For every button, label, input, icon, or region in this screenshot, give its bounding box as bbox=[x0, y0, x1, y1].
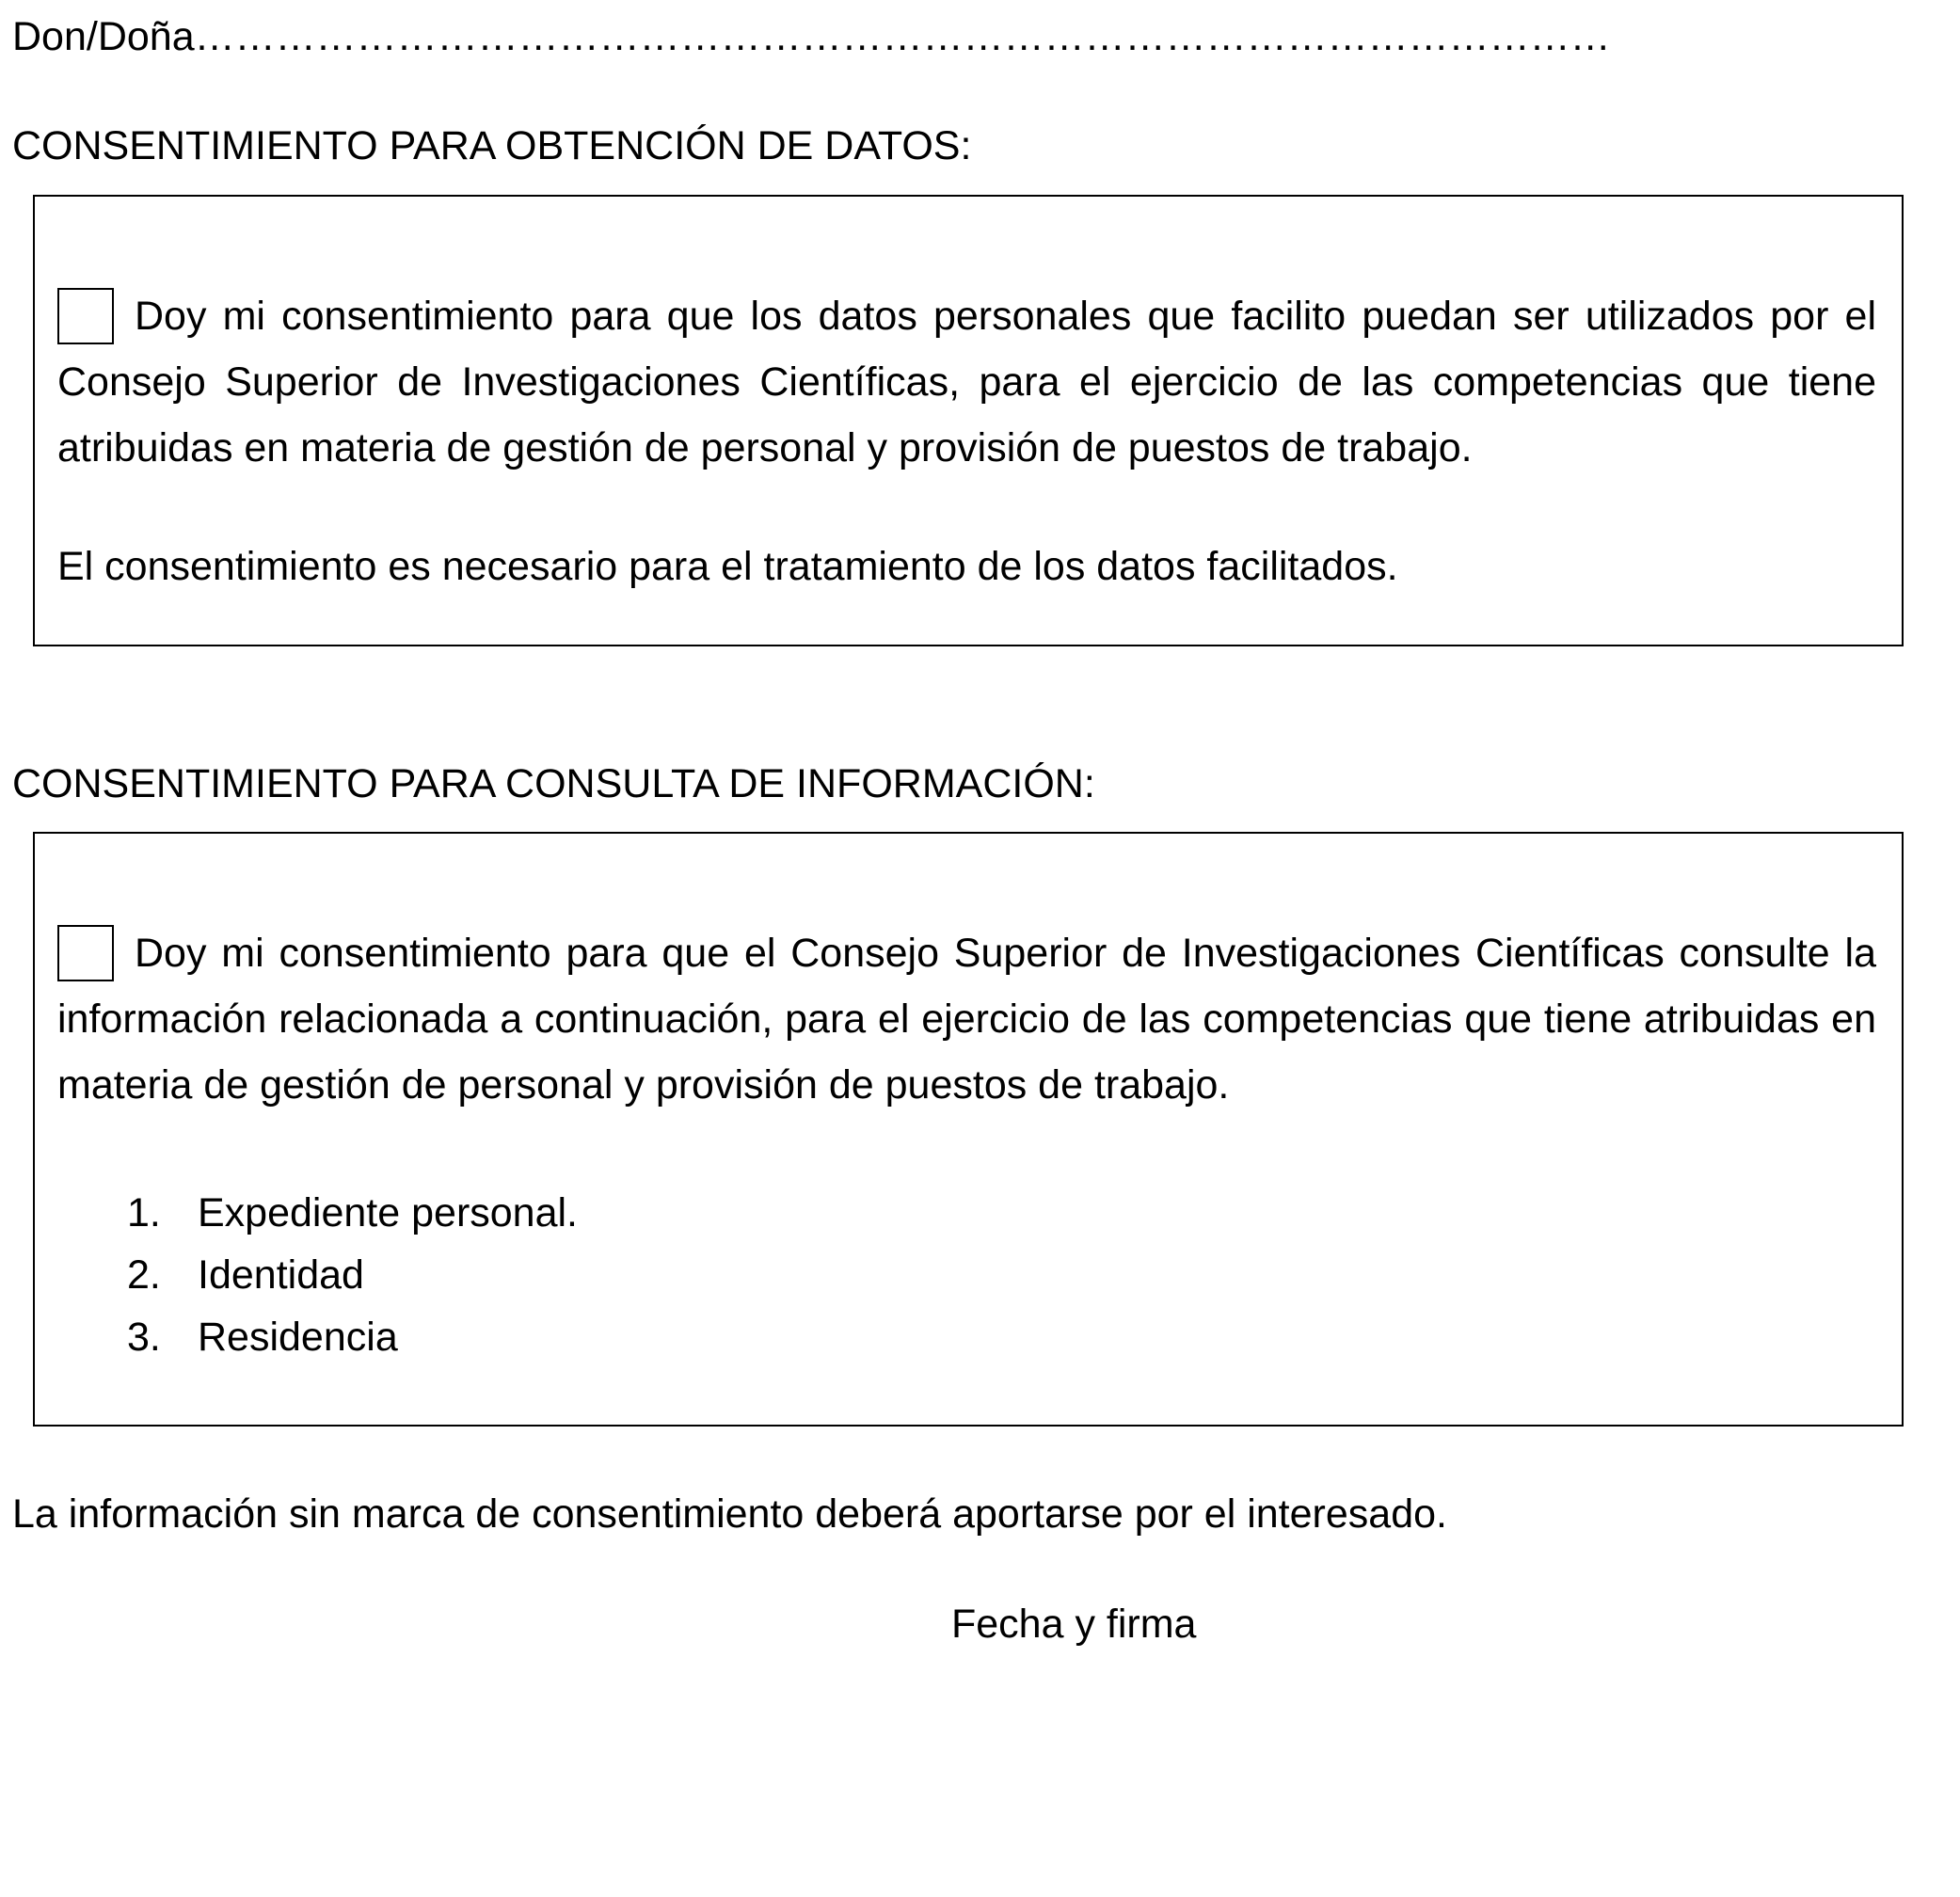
list-item-label: Residencia bbox=[198, 1315, 398, 1360]
heading-obtencion-datos: CONSENTIMIENTO PARA OBTENCIÓN DE DATOS: bbox=[12, 123, 972, 168]
consent-text-obtencion: Doy mi consentimiento para que los datos personales que facilito puedan ser utilizados por el Consejo Superior de Investigaciones Científicas, para el ejercicio de las competencias que tiene atribuidas en materia de gestión de personal y provisión de puestos de trabajo. bbox=[57, 294, 1876, 470]
consent-paragraph-obtencion bbox=[57, 283, 1876, 481]
list-item-number: 3. bbox=[127, 1315, 161, 1360]
consent-note-obtencion: El consentimiento es necesario para el tratamiento de los datos facilitados. bbox=[57, 544, 1398, 589]
consent-checkbox-consulta[interactable] bbox=[57, 925, 114, 981]
heading-consulta-informacion: CONSENTIMIENTO PARA CONSULTA DE INFORMACIÓN: bbox=[12, 761, 1095, 806]
signature-label: Fecha y firma bbox=[951, 1602, 1197, 1647]
list-item-label: Identidad bbox=[198, 1252, 364, 1298]
don-dona-field: Don/Doña…………………………………………………………………………………………… bbox=[12, 14, 1611, 59]
list-item-number: 1. bbox=[127, 1190, 161, 1235]
footer-note: La información sin marca de consentimiento deberá aportarse por el interesado. bbox=[12, 1491, 1447, 1537]
consent-box-obtencion bbox=[33, 195, 1904, 646]
consent-box-consulta bbox=[33, 832, 1904, 1427]
consent-paragraph-consulta bbox=[57, 920, 1876, 1118]
consent-text-consulta: Doy mi consentimiento para que el Consejo Superior de Investigaciones Científicas consulte la información relacionada a continuación, para el ejercicio de las competencias que tiene atribuidas en materia de gestión de personal y provisión de puestos de trabajo. bbox=[57, 931, 1876, 1108]
list-item-label: Expediente personal. bbox=[198, 1190, 579, 1235]
list-item-number: 2. bbox=[127, 1252, 161, 1298]
consent-checkbox-obtencion[interactable] bbox=[57, 288, 114, 344]
